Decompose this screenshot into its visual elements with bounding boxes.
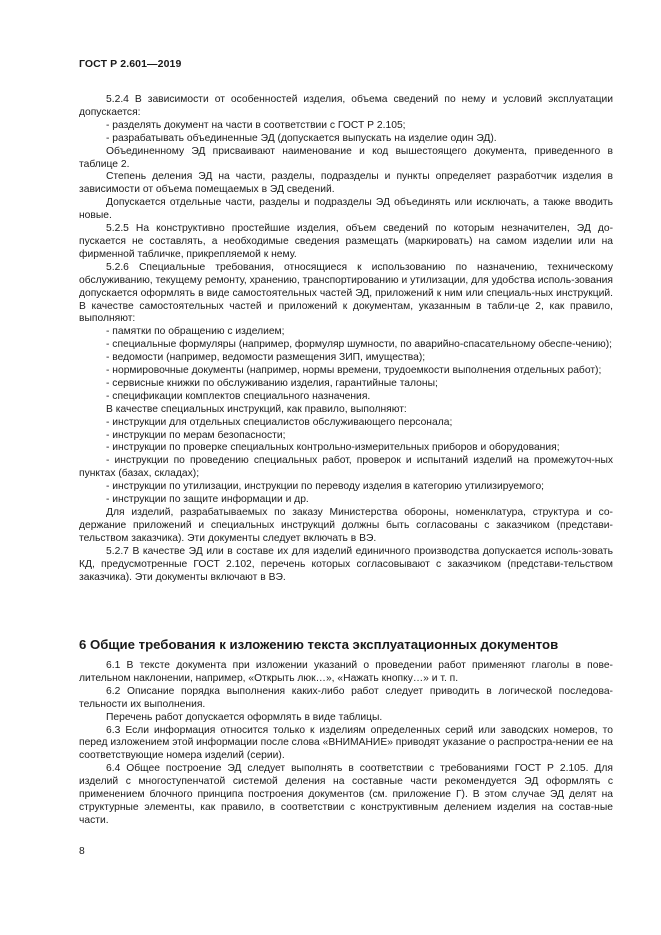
body-text [79,94,613,584]
list-item: - нормировочные документы (например, нормы времени, трудоемкости выполнения отдельных работ); [106,365,602,377]
list-item: - специальные формуляры (например, формуляр шумности, по аварийно-спасательному обеспе-чению); [106,339,613,351]
list-item: - инструкции для отдельных специалистов обслуживающего персонала; [106,416,453,428]
list-item: - сервисные книжки по обслуживанию изделия, гарантийные талоны; [106,377,438,389]
paragraph: Степень деления ЭД на части, разделы, подразделы и пункты определяет разработчик изделия в зависимости от объема помещаемых в ЭД сведений. [79,171,613,196]
section-body [79,660,613,828]
list-item: - инструкции по проверке специальных контрольно-измерительных приборов и оборудования; [106,442,560,454]
paragraph-6-4: 6.4 Общее построение ЭД следует выполнять в соответствии с требованиями ГОСТ Р 2.105. Для изделий с многоступенчатой системой деления на составные части рекомендуется ЭД оформлять с применением блочного принципа построения документов (см. приложение Г). В этом случае ЭД делят на структурные элементы, как правило, в соответствии с конструктивным делением изделия на состав-ные части. [79,763,613,826]
page-number: 8 [79,846,85,857]
list-item: - памятки по обращению с изделием; [106,326,285,338]
list-item: - разрабатывать объединенные ЭД (допускается выпускать на изделие один ЭД). [106,132,497,144]
paragraph-6-2: 6.2 Описание порядка выполнения каких-либо работ следует приводить в логической последова-тельности их выполнения. [79,685,613,710]
paragraph-5-2-6: 5.2.6 Специальные требования, относящиеся к использованию по назначению, техническому обслуживанию, текущему ремонту, хранению, транспортированию и утилизации, для удобства исполь-зования допускается оформлять в виде самостоятельных частей ЭД, приложений к ним или специаль-ных инструкций. В качестве самостоятельных частей и приложений к документам, указанным в табли-це 2, как правило, выполняют: [79,261,613,325]
list-item: - ведомости (например, ведомости размещения ЗИП, имущества); [106,352,426,364]
paragraph: В качестве специальных инструкций, как правило, выполняют: [106,403,407,415]
list-item: - разделять документ на части в соответствии с ГОСТ Р 2.105; [106,119,406,131]
list-item: - инструкции по защите информации и др. [106,494,309,506]
list-item: - инструкции по проведению специальных работ, проверок и испытаний изделий на промежуточ-ных пунктах (базах, складах); [79,455,613,480]
paragraph: Для изделий, разрабатываемых по заказу Министерства обороны, номенклатура, структура и со-держание приложений и специальных инструкций должны быть согласованы с заказчиком (представи-тельством заказчика). Эти документы следует включать в ВЭ. [79,507,613,544]
paragraph: Объединенному ЭД присваивают наименование и код вышестоящего документа, приведенного в таблице 2. [79,145,613,170]
list-item: - инструкции по мерам безопасности; [106,429,286,441]
list-item: - инструкции по утилизации, инструкции по переводу изделия в категорию утилизируемого; [106,481,545,493]
paragraph-6-1: 6.1 В тексте документа при изложении указаний о проведении работ применяют глаголы в пове-лительном наклонении, например, «Открыть люк…», «Нажать кнопку…» и т. п. [79,660,613,684]
paragraph-5-2-5: 5.2.5 На конструктивно простейшие изделия, объем сведений по которым незначителен, ЭД до-пускается не составлять, а необходимые сведения размещать (маркировать) на самом изделии или на фирменной табличке, прикрепляемой к нему. [79,223,613,260]
paragraph: Перечень работ допускается оформлять в виде таблицы. [106,711,383,723]
paragraph: Допускается отдельные части, разделы и подразделы ЭД объединять или исключать, а также вводить новые. [79,197,613,222]
paragraph-6-3: 6.3 Если информация относится только к изделиям определенных серий или заводских номеров, то перед изложением этой информации после слова «ВНИМАНИЕ» приводят указание о распростра-нении ее на соответствующие номера изделий (серии). [79,724,613,762]
list-item: - спецификации комплектов специального назначения. [106,390,371,402]
paragraph-5-2-7: 5.2.7 В качестве ЭД или в составе их для изделий единичного производства допускается исполь-зовать КД, предусмотренные ГОСТ 2.102, перечень которых согласовывают с заказчиком (представи-тельством заказчика). Эти документы включают в ВЭ. [79,545,613,583]
paragraph-5-2-4: 5.2.4 В зависимости от особенностей изделия, объема сведений по нему и условий эксплуатации допускается: [79,94,613,118]
document-header: ГОСТ Р 2.601—2019 [79,58,182,70]
section-title: 6 Общие требования к изложению текста эксплуатационных документов [79,637,559,652]
